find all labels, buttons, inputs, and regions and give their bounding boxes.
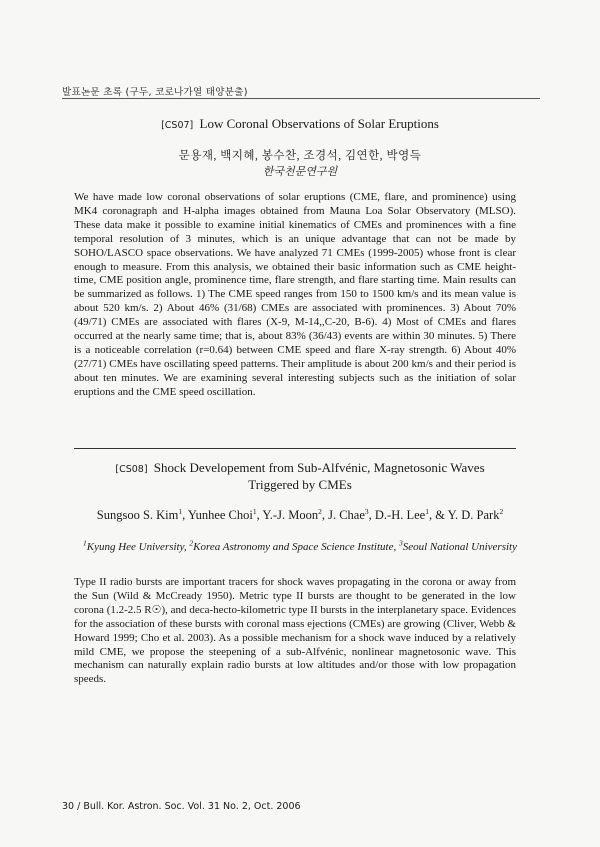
author-affil-mark: 1 [252,506,257,516]
affil-institution: Kyung Hee University, [86,541,190,553]
paper2-title-line2: Triggered by CMEs [248,477,352,492]
paper2-code: [CS08] [115,464,148,475]
affil-institution: Seoul National University [402,541,517,553]
header-rule [62,98,540,99]
paper1-authors: 문용재, 백지혜, 봉수찬, 조경석, 김연한, 박영득 [178,150,422,162]
author-affil-mark: 3 [364,506,369,516]
paper1-abstract: We have made low coronal observations of solar eruptions (CME, flare, and prominence) using MK4 coronagraph and H-alpha images obtained from Mauna Loa Solar Observatory (MLSO). These data make it possible to examine initial kinematics of CMEs and prominences with a fine temporal resolution of 3 minutes, which is an unique advantage that can not be made by SOHO/LASCO space observations. We have analyzed 71 CMEs (1999-2005) whose front is clear enough to measure. From this analysis, we obtained their basic information such as CME height-time, CME position angle, prominence time, flare strength, and flare starting time. Main results can be summarized as follows. 1) The CME speed ranges from 150 to 1500 km/s and its mean value is about 520 km/s. 2) About 46% (31/68) CMEs are associated with prominences. 3) About 70% (49/71) CMEs are associated with flares (X-9, M-14,,C-20, B-6). 4) Most of CMEs and flares occurred at the nearly same time; that is, about 83% (36/43) events are within 30 minutes. 5) There is a noticeable correlation (r=0.64) between CME speed and flare X-ray strength. 6) About 40% (27/71) CMEs have oscillating speed patterns. Their amplitude is about 200 km/s and their period is about ten minutes. We are examining several interesting subjects such as the initiation of solar eruptions and the CME speed oscillation. [74,191,516,398]
author-affil-mark: 1 [425,506,429,516]
author-name: , J. Chae [321,508,365,522]
paper2-affiliations [82,540,518,554]
author-name: , Y.-J. Moon [256,508,319,522]
author-affil-mark: 2 [499,506,504,516]
section-divider [74,448,516,449]
author-affil-mark: 2 [318,506,322,516]
paper1-title-line [0,116,600,132]
author-name: Sungsoo S. Kim [96,508,179,522]
paper2-authors [82,508,518,523]
author-name: , & Y. D. Park [428,508,500,522]
affil-number: 2 [189,538,194,548]
paper2-title-line1 [0,460,600,476]
running-header: 발표논문 초록 (구두, 코로나가열 태양분출) [62,87,248,98]
page-footer: 30 / Bull. Kor. Astron. Soc. Vol. 31 No. 2, Oct. 2006 [62,801,301,812]
affil-number: 3 [398,538,403,548]
affil-number: 1 [83,538,87,548]
paper1-title: Low Coronal Observations of Solar Eruptions [199,116,439,131]
author-name: , D.-H. Lee [368,508,426,522]
paper1-affiliation: 한국천문연구원 [262,166,338,178]
paper2-title-part1: Shock Developement from Sub-Alfvénic, Magnetosonic Waves [153,460,485,475]
author-affil-mark: 1 [178,506,183,516]
affil-institution: Korea Astronomy and Space Science Institute, [193,541,399,553]
paper2-abstract: Type II radio bursts are important tracers for shock waves propagating in the corona or away from the Sun (Wild & McCready 1950). Metric type II bursts are thought to be generated in the low corona (1.2-2.5 R☉), and deca-hecto-kilometric type II bursts in the interplanetary space. Evidences for the association of these bursts with coronal mass ejections (CMEs) are growing (Cliver, Webb & Howard 1999; Cho et al. 2003). As a possible mechanism for a shock wave induced by a relatively mild CME, we propose the steepening of a sub-Alfvénic, nonlinear magnetosonic wave. This mechanism can naturally explain radio bursts at low altitudes and/or those with low propagation speeds. [74,576,516,686]
author-name: , Yunhee Choi [182,508,253,522]
paper1-code: [CS07] [161,120,194,131]
